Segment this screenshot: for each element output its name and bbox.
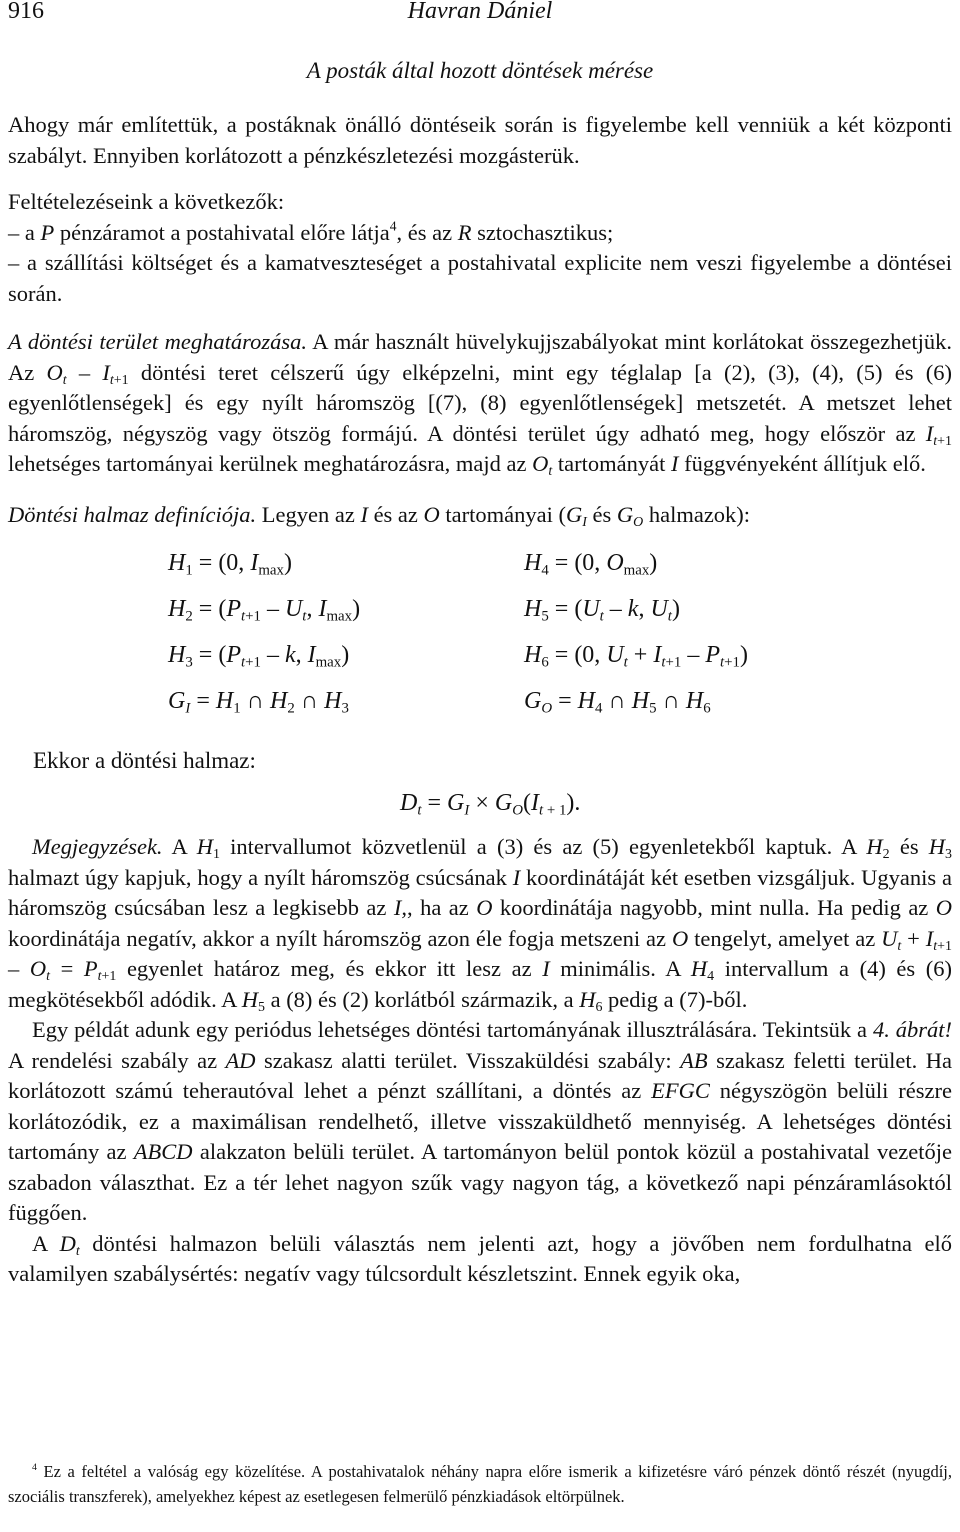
footnote-text: Ez a feltétel a valóság egy közelítése. A postahivatalok néhány napra előre ismerik a kifizetésre váró pénzek döntő részét (nyugdíj, szociális transzferek), amelyekhez képest az esetlegesen felmerülő pénzkiadások eltörpülnek. bbox=[8, 1462, 952, 1506]
equation-h3: $H_3 = (P_{t+1} - k$, $I_{max}$) bbox=[168, 642, 350, 671]
page bbox=[8, 0, 952, 1290]
definition-heading: Döntési halmaz definíciója. bbox=[8, 501, 257, 527]
paragraph-definition: Döntési halmaz definíciója. Legyen az I és az O tartományai ($G_I$ és $G_O$ halmazok): bbox=[8, 501, 751, 530]
remarks-heading: Megjegyzések. bbox=[32, 834, 163, 859]
paragraph-example: Egy példát adunk egy periódus lehetséges döntési tartományának illusztrálására. Tekintsük a 4. ábrát! A rendelési szabály az AD szakasz alatti terület. Visszaküldési szabály: AB szakasz feletti terület. Ha korlátozott számú teherautóval lehet a pénzt szállítani, a döntés az EFGC négyszögön belüli részre korlátozódik, ez a maximálisan rendelhető, illetve visszaküldhető mennyiség. A lehetséges döntési tartomány az ABCD alakzaton belüli terület. A tartományon belül pontok közül a postahivatal vezetője szabadon választhat. Ez a tér lehet nagyon szűk vagy nagyon tág, a következő napi pénzáramlásoktól függően. bbox=[8, 1017, 953, 1225]
equation-block bbox=[8, 544, 952, 819]
footnote-mark: 4 bbox=[32, 1462, 37, 1474]
equation-gi: $G_I = H_1$ ∩ $H_2$ ∩ $H_3$ bbox=[168, 688, 349, 717]
equation-h4: $H_4 = (0$, $O_{max}$) bbox=[524, 550, 658, 579]
page-number: 916 bbox=[8, 0, 44, 24]
page-header bbox=[8, 0, 952, 28]
running-head: Havran Dániel bbox=[407, 0, 553, 24]
equation-go: $G_O = H_4$ ∩ $H_5$ ∩ $H_6$ bbox=[524, 688, 711, 717]
assumption-item-1: – a P pénzáramot a postahivatal előre látja$^4$, és az R sztochasztikus; bbox=[8, 218, 614, 245]
equation-h2: $H_2 = (P_{t+1} - U_t$, $I_{max}$) bbox=[168, 596, 361, 625]
equation-h1: $H_1 = (0$, $I_{max}$) bbox=[168, 550, 292, 579]
equation-h6: $H_6 = (0$, $U_t + I_{t+1} - P_{t+1}$) bbox=[524, 642, 748, 671]
paragraph-decision-area: A döntési terület meghatározása. A már használt hüvelykujjszabályokat mint korlátokat összegezhetjük. Az $O_t - I_{t+1}$ döntési teret célszerű úgy elképzelni, mint egy téglalap [a (2), (3), (4), (5) és (6) egyenlőtlenségek] és egy nyílt háromszög [(7), (8) egyenlőtlenségek] metszetét. A metszet lehet háromszög, négyszög vagy ötszög formájú. A döntési terület úgy adható meg, hogy először az $I_{t+1}$ lehetséges tartományai kerülnek meghatározásra, majd az $O_t$ tartományát I függvényeként állítjuk elő. bbox=[8, 329, 952, 480]
paragraph-intro: Ahogy már említettük, a postáknak önálló döntéseik során is figyelembe kell venniük a két központi szabályt. Ennyiben korlátozott a pénzkészletezési mozgásterük. bbox=[8, 112, 952, 168]
paragraph-remarks: Megjegyzések. A $H_1$ intervallumot közvetlenül a (3) és az (5) egyenletekből kaptuk. A $H_2$ és $H_3$ halmazt úgy kapjuk, hogy a nyílt háromszög csúcsának I koordinátáját két esetben vizsgáljuk. Ugyanis a háromszög csúcsában lesz a legkisebb az I,, ha az O koordinátája nagyobb, mint nulla. Ha pedig az O koordinátája negatív, akkor a nyílt háromszög azon éle fogja metszeni az O tengelyt, amelyet az $U_t + I_{t+1} - O_t = P_{t+1}$ egyenlet határoz meg, és ekkor itt lesz az I minimális. A $H_4$ intervallum a (4) és (6) megkötésekből adódik. A $H_5$ a (8) és (2) korlátból származik, a $H_6$ pedig a (7)-ből. bbox=[8, 834, 953, 1015]
footnote bbox=[8, 1460, 952, 1509]
figure-ref: 4. ábrát! bbox=[872, 1017, 953, 1042]
equation-dt: $D_t = G_I \times G_O(I_{t + 1})$. bbox=[400, 790, 581, 819]
footnote-ref: 4 bbox=[389, 218, 397, 234]
assumptions-intro: Feltételezéseink a következők: bbox=[8, 189, 285, 214]
assumption-item-2: – a szállítási költséget és a kamatveszteséget a postahivatal explicite nem veszi figyelembe a döntései során. bbox=[8, 250, 952, 306]
decision-area-heading: A döntési terület meghatározása. bbox=[8, 329, 307, 354]
ekkor-label: Ekkor a döntési halmaz: bbox=[33, 748, 256, 773]
paragraph-last: A $D_t$ döntési halmazon belüli választás nem jelenti azt, hogy a jövőben nem fordulhatna elő valamilyen szabálysértés: negatív vagy túlcsordult készletszint. Ennek egyik oka, bbox=[8, 1230, 952, 1286]
section-title: A posták által hozott döntések mérése bbox=[306, 58, 654, 83]
equation-h5: $H_5 = (U_t - k$, $U_t$) bbox=[524, 596, 680, 625]
